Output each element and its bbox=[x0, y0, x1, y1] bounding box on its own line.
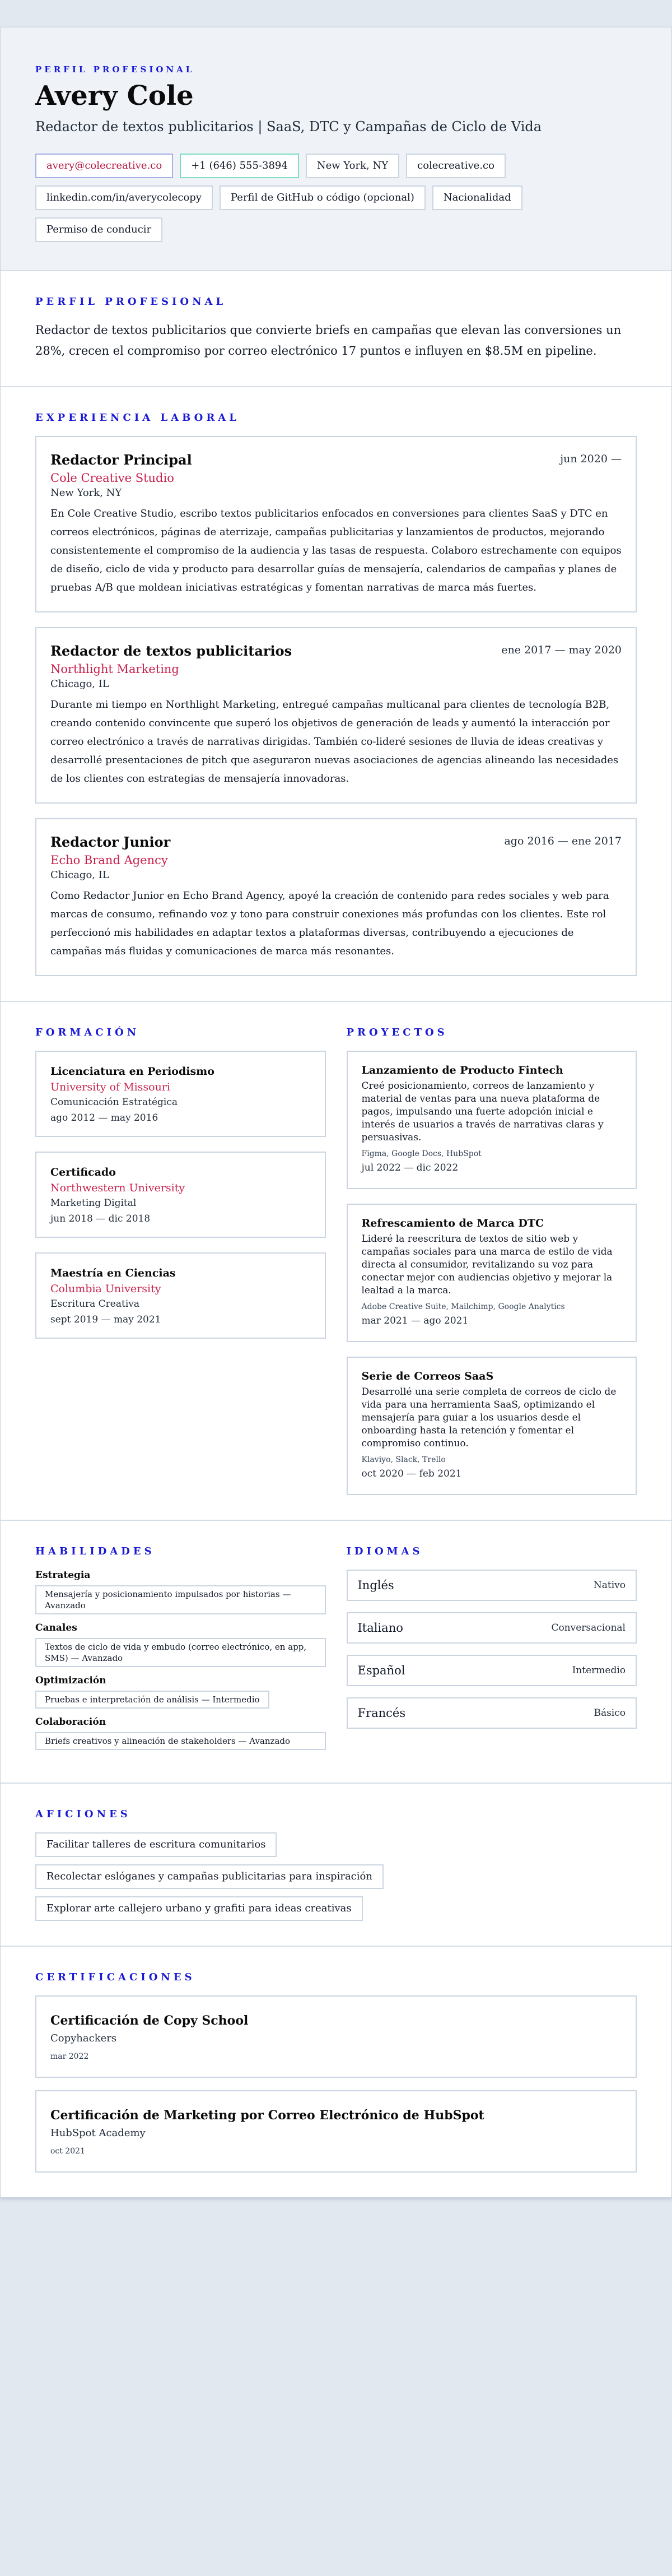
language-name: Español bbox=[357, 1663, 405, 1677]
education-school: Columbia University bbox=[50, 1282, 161, 1295]
certification-card bbox=[35, 1995, 637, 2078]
skill-category: Optimización bbox=[35, 1674, 106, 1686]
language-name: Francés bbox=[357, 1706, 406, 1720]
certification-date: oct 2021 bbox=[50, 2146, 85, 2156]
language-name: Italiano bbox=[357, 1621, 403, 1635]
project-card bbox=[347, 1051, 637, 1189]
certification-name: Certificación de Marketing por Correo Electrónico de HubSpot bbox=[50, 2108, 484, 2123]
project-card bbox=[347, 1204, 637, 1342]
contact-chips bbox=[35, 154, 637, 242]
experience-section bbox=[1, 387, 671, 1002]
skill-category: Estrategia bbox=[35, 1569, 91, 1581]
header-section bbox=[1, 27, 671, 271]
contact-nationality: Nacionalidad bbox=[432, 185, 522, 210]
job-location: Chicago, IL bbox=[50, 677, 109, 690]
education-dates: jun 2018 — dic 2018 bbox=[50, 1213, 151, 1224]
certification-card bbox=[35, 2090, 637, 2173]
language-row bbox=[347, 1697, 637, 1729]
languages-title: IDIOMAS bbox=[346, 1545, 423, 1557]
projects-title: PROYECTOS bbox=[346, 1026, 448, 1038]
skill-group bbox=[35, 1570, 326, 1614]
summary-section bbox=[1, 271, 671, 387]
education-degree: Maestría en Ciencias bbox=[50, 1266, 176, 1279]
education-column bbox=[35, 1027, 326, 1495]
certification-issuer: Copyhackers bbox=[50, 2032, 117, 2044]
project-tools: Klaviyo, Slack, Trello bbox=[361, 1455, 446, 1464]
project-description: Lideré la reescritura de textos de sitio web y campañas sociales para una marca de estilo de vida directa al consumidor, revitalizando su voz para conectar mejor con audiencias objetivo y mejorar la lealtad a la marca. bbox=[361, 1233, 613, 1296]
job-dates: ago 2016 — ene 2017 bbox=[504, 834, 622, 847]
project-dates: mar 2021 — ago 2021 bbox=[361, 1315, 469, 1326]
job-company: Echo Brand Agency bbox=[50, 853, 168, 867]
certifications-section bbox=[1, 1947, 671, 2197]
skill-tag: Textos de ciclo de vida y embudo (correo electrónico, en app, SMS) — Avanzado bbox=[35, 1638, 326, 1667]
language-row bbox=[347, 1612, 637, 1644]
project-name: Serie de Correos SaaS bbox=[361, 1370, 494, 1382]
language-level: Intermedio bbox=[572, 1664, 626, 1676]
education-school: University of Missouri bbox=[50, 1080, 171, 1093]
skills-title: HABILIDADES bbox=[35, 1545, 155, 1557]
contact-driving-license: Permiso de conducir bbox=[35, 217, 162, 242]
contact-github-link[interactable]: Perfil de GitHub o código (opcional) bbox=[220, 185, 426, 210]
job-company: Cole Creative Studio bbox=[50, 471, 174, 485]
language-level: Conversacional bbox=[551, 1622, 626, 1633]
language-row bbox=[347, 1570, 637, 1601]
job-location: New York, NY bbox=[50, 486, 122, 499]
language-level: Básico bbox=[594, 1707, 626, 1719]
education-projects-section bbox=[1, 1002, 671, 1521]
hobby-tag: Explorar arte callejero urbano y grafiti para ideas creativas bbox=[35, 1896, 363, 1921]
project-card bbox=[347, 1357, 637, 1495]
project-tools: Adobe Creative Suite, Mailchimp, Google Analytics bbox=[361, 1302, 565, 1311]
project-tools: Figma, Google Docs, HubSpot bbox=[361, 1149, 482, 1158]
education-school: Northwestern University bbox=[50, 1181, 185, 1194]
language-name: Inglés bbox=[357, 1578, 394, 1592]
education-degree: Licenciatura en Periodismo bbox=[50, 1065, 214, 1078]
language-row bbox=[347, 1655, 637, 1686]
summary-title: PERFIL PROFESIONAL bbox=[35, 295, 227, 308]
education-title: FORMACIÓN bbox=[35, 1026, 140, 1038]
header-label: PERFIL PROFESIONAL bbox=[35, 64, 195, 75]
contact-website-link[interactable]: colecreative.co bbox=[406, 154, 506, 178]
project-dates: jul 2022 — dic 2022 bbox=[361, 1162, 459, 1173]
candidate-headline: Redactor de textos publicitarios | SaaS, DTC y Campañas de Ciclo de Vida bbox=[35, 118, 542, 134]
experience-card bbox=[35, 627, 637, 804]
project-name: Refrescamiento de Marca DTC bbox=[361, 1217, 544, 1229]
contact-location: New York, NY bbox=[306, 154, 399, 178]
hobbies-section bbox=[1, 1784, 671, 1947]
education-dates: ago 2012 — may 2016 bbox=[50, 1112, 158, 1124]
job-title: Redactor Principal bbox=[50, 451, 192, 468]
job-location: Chicago, IL bbox=[50, 869, 109, 881]
candidate-name: Avery Cole bbox=[35, 80, 194, 112]
certification-issuer: HubSpot Academy bbox=[50, 2127, 146, 2139]
education-card bbox=[35, 1152, 326, 1238]
education-degree: Certificado bbox=[50, 1166, 116, 1178]
contact-linkedin-link[interactable]: linkedin.com/in/averycolecopy bbox=[35, 185, 213, 210]
education-field: Escritura Creativa bbox=[50, 1298, 140, 1310]
projects-column bbox=[347, 1027, 637, 1495]
job-title: Redactor Junior bbox=[50, 833, 171, 850]
certifications-title: CERTIFICACIONES bbox=[35, 1971, 195, 1983]
job-description: Durante mi tiempo en Northlight Marketing, entregué campañas multicanal para clientes de tecnología B2B, creando contenido convincente que superó los objetivos de generación de leads y aumentó la interacción por correo electrónico a través de narrativas dirigidas. También co-lideré sesiones de lluvia de ideas creativas y desarrollé presentaciones de pitch que aseguraron nuevas asociaciones de agencias alineando las necesidades de los clientes con estrategias de mensajería innovadoras. bbox=[50, 698, 619, 785]
language-level: Nativo bbox=[593, 1579, 626, 1591]
resume-page bbox=[0, 27, 672, 2198]
summary-text: Redactor de textos publicitarios que convierte briefs en campañas que elevan las conversiones un 28%, crecen el compromiso por correo electrónico 17 puntos e influyen en $8.5M en pipeline. bbox=[35, 323, 622, 358]
skills-column bbox=[35, 1545, 326, 1758]
skill-group bbox=[35, 1622, 326, 1667]
project-dates: oct 2020 — feb 2021 bbox=[361, 1468, 462, 1479]
hobby-tag: Recolectar eslóganes y campañas publicitarias para inspiración bbox=[35, 1864, 384, 1889]
job-description: En Cole Creative Studio, escribo textos publicitarios enfocados en conversiones para clientes SaaS y DTC en correos electrónicos, páginas de aterrizaje, campañas publicitarias y lanzamientos de productos, mejorando consistentemente el compromiso de la audiencia y las tasas de respuesta. Colaboro estrechamente con equipos de diseño, ciclo de vida y producto para desarrollar guías de mensajería, calendarios de campañas y planes de pruebas A/B que moldean iniciativas estratégicas y fomentan narrativas de marca más fuertes. bbox=[50, 507, 622, 593]
education-field: Marketing Digital bbox=[50, 1197, 137, 1209]
certification-name: Certificación de Copy School bbox=[50, 2013, 249, 2028]
skill-category: Colaboración bbox=[35, 1716, 106, 1728]
experience-card bbox=[35, 436, 637, 612]
education-card bbox=[35, 1051, 326, 1137]
skill-group bbox=[35, 1675, 326, 1709]
project-name: Lanzamiento de Producto Fintech bbox=[361, 1064, 563, 1076]
contact-phone-link[interactable]: +1 (646) 555-3894 bbox=[180, 154, 299, 178]
education-card bbox=[35, 1252, 326, 1339]
contact-email-link[interactable]: avery@colecreative.co bbox=[35, 154, 173, 178]
project-description: Desarrollé una serie completa de correos de ciclo de vida para una herramienta SaaS, optimizando el mensajería para guiar a los usuarios desde el onboarding hasta la retención y fomentar el compromiso continuo. bbox=[361, 1386, 617, 1449]
job-company: Northlight Marketing bbox=[50, 662, 179, 676]
experience-card bbox=[35, 818, 637, 976]
languages-column bbox=[347, 1545, 637, 1758]
experience-title: EXPERIENCIA LABORAL bbox=[35, 411, 240, 424]
skills-languages-section bbox=[1, 1521, 671, 1784]
education-field: Comunicación Estratégica bbox=[50, 1096, 178, 1108]
skill-category: Canales bbox=[35, 1622, 77, 1633]
skill-tag: Pruebas e interpretación de análisis — Intermedio bbox=[35, 1691, 269, 1709]
skill-tag: Mensajería y posicionamiento impulsados por historias — Avanzado bbox=[35, 1585, 326, 1614]
certification-date: mar 2022 bbox=[50, 2051, 89, 2061]
job-dates: jun 2020 — bbox=[560, 452, 622, 465]
job-description: Como Redactor Junior en Echo Brand Agency, apoyé la creación de contenido para redes sociales y web para marcas de consumo, refinando voz y tono para construir conexiones más profundas con los clientes. Este rol perfeccionó mis habilidades en adaptar textos a plataformas diversas, contribuyendo a ejecuciones de campañas más fluidas y comunicaciones de marca más resonantes. bbox=[50, 889, 609, 957]
hobby-tag: Facilitar talleres de escritura comunitarios bbox=[35, 1832, 277, 1857]
skill-group bbox=[35, 1716, 326, 1750]
hobbies-title: AFICIONES bbox=[35, 1808, 131, 1820]
job-dates: ene 2017 — may 2020 bbox=[501, 643, 622, 656]
project-description: Creé posicionamiento, correos de lanzamiento y material de ventas para una nueva plataforma de pagos, impulsando una fuerte adopción inicial e interés de usuarios a través de narrativas claras y persuasivas. bbox=[361, 1080, 604, 1143]
skill-tag: Briefs creativos y alineación de stakeholders — Avanzado bbox=[35, 1732, 326, 1750]
education-dates: sept 2019 — may 2021 bbox=[50, 1313, 161, 1325]
job-title: Redactor de textos publicitarios bbox=[50, 642, 292, 659]
